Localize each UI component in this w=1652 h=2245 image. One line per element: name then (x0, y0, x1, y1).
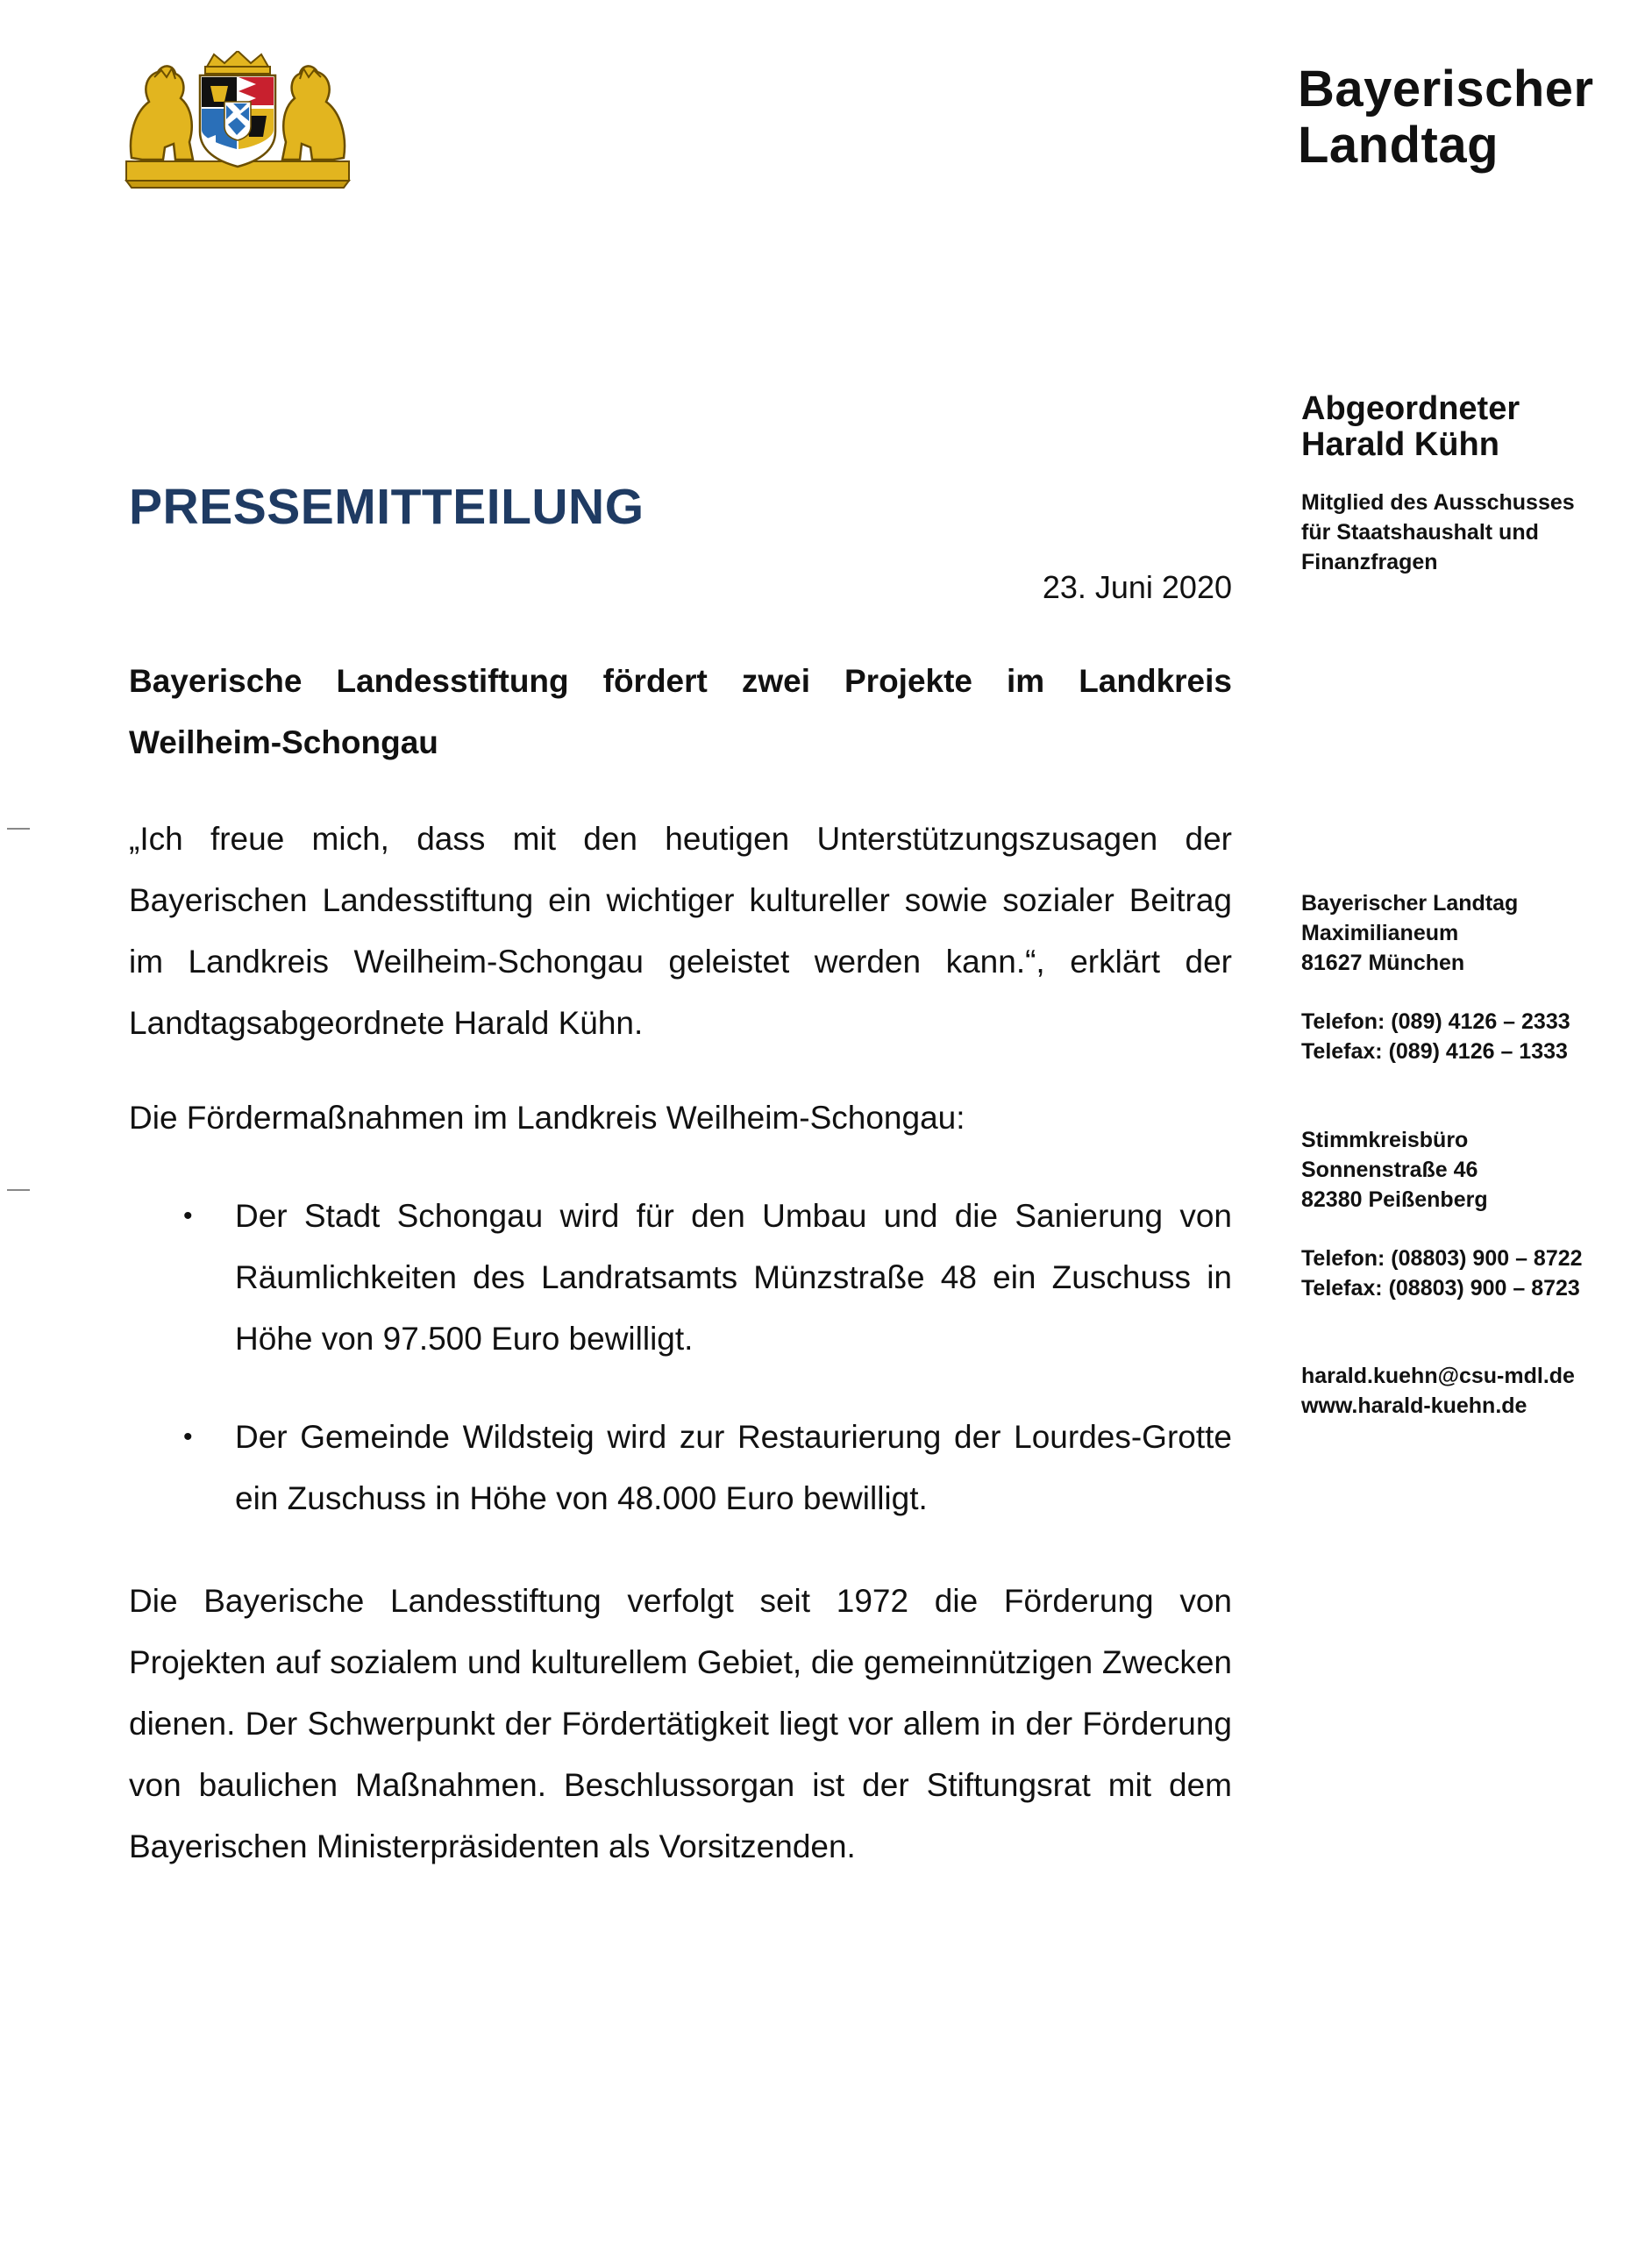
office-line: 82380 Peißenberg (1301, 1187, 1488, 1212)
sender-role (1301, 488, 1634, 577)
intro-paragraph: Die Fördermaßnahmen im Landkreis Weilheim-Schongau: (129, 1100, 965, 1136)
role-line: für Staatshaushalt und (1301, 520, 1539, 545)
headline: Bayerische Landesstiftung fördert zwei Projekte im Landkreis Weilheim-Schongau (129, 663, 1232, 760)
office-line: Stimmkreisbüro (1301, 1128, 1469, 1152)
contact-links (1301, 1361, 1634, 1421)
funding-list (129, 1186, 1232, 1370)
quote-paragraph: „Ich freue mich, dass mit den heutigen Unterstützungszusagen der Bayerischen Landesstiftung ein wichtiger kultureller sowie sozialer Beitrag im Landkreis Weilheim-Schongau geleistet werden kann.“, erklärt der Landtagsabgeordnete Harald Kühn. (129, 821, 1232, 1041)
fold-mark (7, 828, 30, 830)
document-date: 23. Juni 2020 (1042, 569, 1232, 605)
document-title: PRESSEMITTEILUNG (129, 479, 644, 535)
constituency-office-address (1301, 1125, 1634, 1215)
sender-name (1301, 391, 1634, 463)
landtag-phone (1301, 1007, 1634, 1066)
role-line: Finanzfragen (1301, 550, 1438, 574)
brand-wordmark (1298, 61, 1594, 174)
fax-line: Telefax: (08803) 900 – 8723 (1301, 1276, 1580, 1301)
list-item-text: Der Stadt Schongau wird für den Umbau und die Sanierung von Räumlichkeiten des Landratsamts Münzstraße 48 ein Zuschuss in Höhe von 97.500 Euro bewilligt. (235, 1198, 1232, 1357)
address-line: Bayerischer Landtag (1301, 891, 1519, 916)
brand-line-1: Bayerischer (1298, 61, 1594, 118)
bullet-icon: • (183, 1201, 193, 1230)
address-line: 81627 München (1301, 951, 1465, 975)
closing-paragraph: Die Bayerische Landesstiftung verfolgt seit 1972 die Förderung von Projekten auf sozialem und kulturellem Gebiet, die gemeinnützigen Zwecken dienen. Der Schwerpunkt der Fördertätigkeit liegt vor allem in der Förderung von baulichen Maßnahmen. Beschlussorgan ist der Stiftungsrat mit dem Bayerischen Ministerpräsidenten als Vorsitzenden. (129, 1583, 1232, 1864)
phone-line: Telefon: (089) 4126 – 2333 (1301, 1009, 1570, 1034)
list-item (129, 1186, 1232, 1370)
list-item-text: Der Gemeinde Wildsteig wird zur Restaurierung der Lourdes-Grotte ein Zuschuss in Höhe von 48.000 Euro bewilligt. (235, 1419, 1232, 1516)
list-item (129, 1407, 1232, 1529)
office-line: Sonnenstraße 46 (1301, 1158, 1478, 1182)
email-link[interactable]: harald.kuehn@csu-mdl.de (1301, 1364, 1575, 1388)
fold-mark (7, 1189, 30, 1191)
bullet-icon: • (183, 1422, 193, 1451)
address-line: Maximilianeum (1301, 921, 1459, 945)
role-line: Mitglied des Ausschusses (1301, 490, 1575, 515)
bavarian-coat-of-arms-logo (123, 51, 352, 191)
sender-title: Abgeordneter (1301, 390, 1520, 427)
phone-line: Telefon: (08803) 900 – 8722 (1301, 1246, 1583, 1271)
constituency-office-phone (1301, 1244, 1634, 1303)
funding-list (129, 1407, 1232, 1529)
website-link[interactable]: www.harald-kuehn.de (1301, 1393, 1527, 1418)
landtag-address (1301, 888, 1634, 978)
brand-line-2: Landtag (1298, 117, 1499, 174)
sender-fullname: Harald Kühn (1301, 426, 1499, 463)
fax-line: Telefax: (089) 4126 – 1333 (1301, 1039, 1568, 1064)
